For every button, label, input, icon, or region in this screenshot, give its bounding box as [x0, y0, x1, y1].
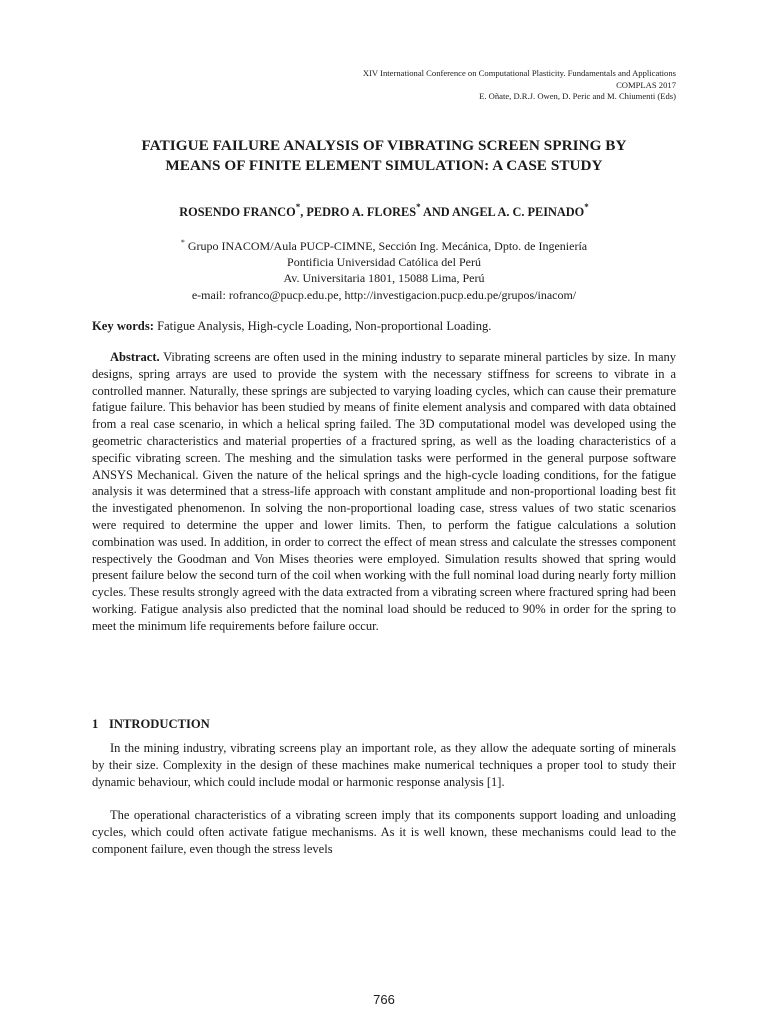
author-affiliation-mark: * — [416, 202, 421, 212]
author-affiliation-mark: * — [295, 202, 301, 212]
author-name: , PEDRO A. FLORES — [300, 205, 417, 219]
section-number: 1 — [92, 717, 99, 731]
author-list — [88, 204, 680, 220]
abstract — [92, 349, 676, 635]
body-paragraph: In the mining industry, vibrating screens play an important role, as they allow the adequate sorting of minerals by their size. Complexity in the design of these machines make numerical techniques a proper tool to study their dynamic behaviour, which could include modal or harmonic response analysis [1]. — [92, 741, 676, 789]
affiliation-group — [88, 238, 680, 254]
conference-name: XIV International Conference on Computational Plasticity. Fundamentals and Applications — [362, 68, 676, 78]
abstract-text: Vibrating screens are often used in the mining industry to separate mineral particles by size. In many designs, spring arrays are used to provide the system with the necessary stiffness for screens to vibrate in a controlled manner. Naturally, these springs are subjected to varying loading cycles, which can cause their premature fatigue failure. This behavior has been studied by means of finite element analysis and compared with data obtained from a real case scenario, in which a helical spring failed. The 3D computational model was developed using the geometric characteristics and material properties of a fractured spring, as well as the loading characteristics of a specific vibrating screen. The meshing and the simulation tasks were performed in the general purpose software ANSYS Mechanical. Given the nature of the helical springs and the high-cycle loading conditions, for the fatigue analysis it was determined that a stress-life approach with constant amplitude and non-proportional loading best fit the investigated phenomenon. In solving the non-proportional loading case, stress values of two static scenarios were required to determine the upper and lower limits. Then, to perform the fatigue calculations a solution combination was used. In addition, in order to correct the effect of mean stress and calculate the stresses component respectively the Goodman and Von Mises theories were employed. Simulation results showed that spring would present failure below the second turn of the coil when working with the full nominal load during nearly forty million cycles. These results strongly agreed with the data extracted from a vibrating screen where fractured spring had been working. Fatigue analysis also predicted that the nominal load should be reduced to 90% in order for the spring to meet the minimum life requirements before failure occur. — [92, 350, 676, 633]
affiliation-address: Av. Universitaria 1801, 15088 Lima, Perú — [283, 271, 485, 286]
affiliation-university: Pontificia Universidad Católica del Perú — [287, 255, 481, 270]
author-name: ROSENDO FRANCO — [179, 205, 296, 219]
page-number: 766 — [373, 992, 395, 1007]
section-title: INTRODUCTION — [109, 717, 210, 731]
keywords-label: Key words: — [92, 319, 154, 333]
affiliation-block — [88, 238, 680, 303]
section-heading — [92, 716, 210, 732]
abstract-label: Abstract. — [110, 350, 160, 364]
body-paragraph: The operational characteristics of a vibrating screen imply that its components support loading and unloading cycles, which could often activate fatigue mechanisms. As it is well known, these mechanisms could lead to the component failure, even though the stress levels — [92, 808, 676, 856]
keywords-text: Fatigue Analysis, High-cycle Loading, Non-proportional Loading. — [153, 319, 492, 333]
conference-short-name: COMPLAS 2017 — [616, 79, 676, 90]
conference-editors: E. Oñate, D.R.J. Owen, D. Peric and M. Chiumenti (Eds) — [479, 91, 676, 102]
affiliation-mark: * — [180, 238, 185, 247]
affiliation-group-text: Grupo INACOM/Aula PUCP-CIMNE, Sección Ing. Mecánica, Dpto. de Ingeniería — [184, 239, 588, 253]
author-affiliation-mark: * — [584, 202, 589, 212]
conference-header — [156, 68, 676, 103]
affiliation-contact: e-mail: rofranco@pucp.edu.pe, http://investigacion.pucp.edu.pe/grupos/inacom/ — [191, 287, 577, 302]
paper-title: FATIGUE FAILURE ANALYSIS OF VIBRATING SCREEN SPRING BY MEANS OF FINITE ELEMENT SIMULATION: A CASE STUDY — [141, 137, 627, 174]
author-name: AND ANGEL A. C. PEINADO — [420, 205, 585, 219]
keywords — [92, 318, 680, 334]
